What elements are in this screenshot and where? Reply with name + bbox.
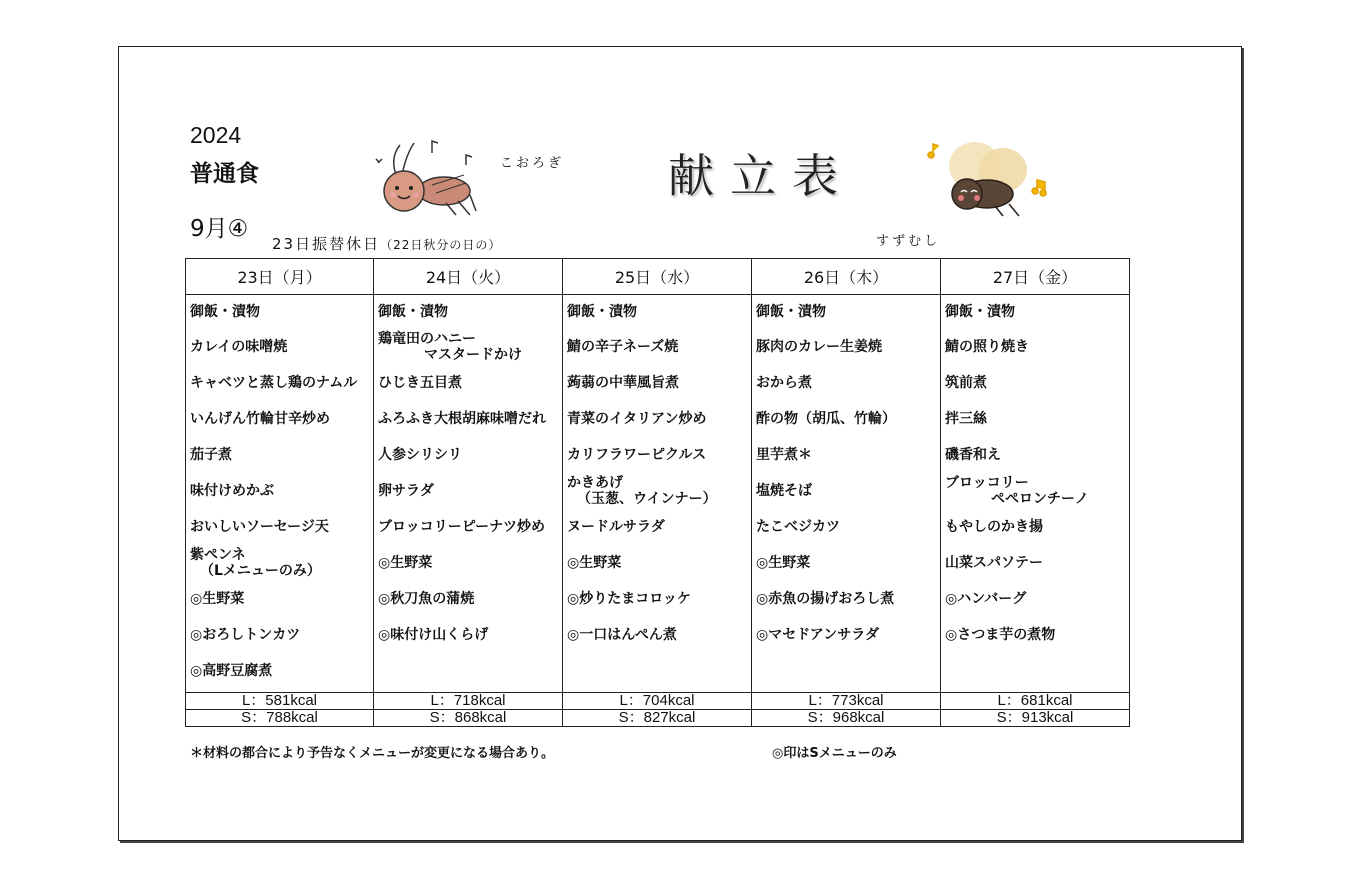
holiday-note: [272, 233, 501, 254]
menu-item-line: 拌三絲: [945, 411, 987, 427]
menu-item: [752, 581, 940, 617]
day-header-25: 25日（水）: [563, 259, 752, 295]
kcal-l-value: L：773kcal: [752, 693, 941, 710]
menu-item: [374, 509, 562, 545]
menu-item: [186, 581, 373, 617]
menu-item-line: ひじき五目煮: [378, 375, 462, 391]
bellcricket-caption: すずむし: [876, 234, 941, 249]
menu-item-line: 塩焼そば: [756, 483, 812, 499]
day-menu-cell: [374, 295, 563, 693]
menu-item: [563, 617, 751, 653]
menu-item: [563, 581, 751, 617]
menu-change-note: ＊材料の都合により予告なくメニューが変更になる場合あり。: [190, 746, 555, 761]
menu-item: [941, 617, 1129, 653]
menu-item-line: キャベツと蒸し鶏のナムル: [190, 375, 358, 391]
menu-item-line-continued: ペペロンチーノ: [991, 491, 1089, 507]
day-menu-cell: [752, 295, 941, 693]
menu-item-line: ◎味付け山くらげ: [378, 627, 489, 643]
menu-item-line: 御飯・漬物: [945, 304, 1015, 320]
kcal-s-value: S：788kcal: [186, 710, 374, 727]
menu-item-line: ◎おろしトンカツ: [190, 627, 301, 643]
menu-item-line-continued: （Lメニューのみ）: [200, 563, 321, 579]
menu-item-line: たこベジカツ: [756, 519, 840, 535]
kcal-s-value: S：913kcal: [941, 710, 1130, 727]
menu-item-line: 茄子煮: [190, 447, 232, 463]
menu-item-line: 磯香和え: [945, 447, 1001, 463]
menu-item-line: おいしいソーセージ天: [190, 519, 329, 535]
menu-item-line: カレイの味噌焼: [190, 339, 288, 355]
diet-type-label: 普通食: [190, 161, 259, 187]
menu-item-line: ◎高野豆腐煮: [190, 663, 273, 679]
menu-item: [186, 653, 373, 689]
menu-item: [563, 295, 751, 329]
menu-item-line: 酢の物（胡瓜、竹輪）: [756, 411, 896, 427]
menu-item: [563, 473, 751, 509]
menu-item: [374, 473, 562, 509]
weekly-menu-table: [185, 258, 1130, 727]
menu-item: [941, 545, 1129, 581]
day-menu-cell: [563, 295, 752, 693]
menu-item: [374, 581, 562, 617]
year-label: 2024: [190, 122, 242, 148]
menu-item-line: 御飯・漬物: [756, 304, 826, 320]
menu-item: [374, 365, 562, 401]
menu-item: [941, 365, 1129, 401]
kcal-l-row: [186, 693, 1130, 710]
menu-item: [941, 295, 1129, 329]
menu-item: [186, 617, 373, 653]
menu-item: [941, 509, 1129, 545]
bellcricket-illustration: [925, 138, 1055, 218]
menu-items-row: [186, 295, 1130, 693]
day-header-26: 26日（木）: [752, 259, 941, 295]
menu-item-line: ◎一口はんぺん煮: [567, 627, 677, 643]
menu-item: [941, 581, 1129, 617]
menu-item: [186, 437, 373, 473]
menu-item-line: ヌードルサラダ: [567, 519, 665, 535]
s-menu-note: ◎印はSメニューのみ: [772, 746, 897, 761]
menu-item-line: 里芋煮＊: [756, 447, 812, 463]
kcal-s-row: [186, 710, 1130, 727]
menu-item-line: 鶏竜田のハニー: [378, 331, 476, 347]
menu-item-line: 御飯・漬物: [378, 304, 448, 320]
menu-item-line: 山菜スパソテー: [945, 555, 1043, 571]
kcal-l-value: L：581kcal: [186, 693, 374, 710]
menu-item: [186, 545, 373, 581]
menu-item-line: ◎生野菜: [756, 555, 811, 571]
menu-item: [752, 329, 940, 365]
menu-item: [941, 473, 1129, 509]
menu-item-line-continued: マスタードかけ: [424, 347, 522, 363]
day-header-27: 27日（金）: [941, 259, 1130, 295]
kcal-l-value: L：718kcal: [374, 693, 563, 710]
kcal-s-value: S：868kcal: [374, 710, 563, 727]
menu-item-line: ふろふき大根胡麻味噌だれ: [378, 411, 546, 427]
day-header-23: 23日（月）: [186, 259, 374, 295]
menu-item: [752, 617, 940, 653]
cricket-caption: こおろぎ: [500, 156, 565, 171]
menu-item: [752, 509, 940, 545]
menu-item: [186, 509, 373, 545]
menu-item: [752, 437, 940, 473]
menu-item-line: 豚肉のカレー生姜焼: [756, 339, 882, 355]
menu-item: [752, 295, 940, 329]
menu-item: [941, 401, 1129, 437]
menu-item-line: ◎生野菜: [190, 591, 245, 607]
menu-item: [374, 401, 562, 437]
holiday-note-main: 23日振替休日: [272, 235, 381, 253]
menu-item: [374, 545, 562, 581]
kcal-l-value: L：704kcal: [563, 693, 752, 710]
menu-item: [374, 617, 562, 653]
menu-item: [186, 401, 373, 437]
menu-item-line: いんげん竹輪甘辛炒め: [190, 411, 330, 427]
menu-item-line: ◎生野菜: [567, 555, 622, 571]
menu-item: [563, 545, 751, 581]
menu-item: [186, 329, 373, 365]
menu-item: [752, 473, 940, 509]
kcal-l-value: L：681kcal: [941, 693, 1130, 710]
menu-item: [563, 437, 751, 473]
menu-item: [563, 329, 751, 365]
menu-item: [374, 329, 562, 365]
day-menu-cell: [941, 295, 1130, 693]
menu-item-line: 筑前煮: [945, 375, 987, 391]
menu-item-line: ブロッコリーピーナツ炒め: [378, 519, 546, 535]
menu-item: [186, 473, 373, 509]
menu-item-line: もやしのかき揚: [945, 519, 1043, 535]
menu-item-line: 蒟蒻の中華風旨煮: [567, 375, 679, 391]
menu-item: [752, 401, 940, 437]
menu-item-line: おから煮: [756, 375, 812, 391]
menu-item-line: カリフラワーピクルス: [567, 447, 707, 463]
menu-item-line: 御飯・漬物: [567, 304, 637, 320]
kcal-s-value: S：968kcal: [752, 710, 941, 727]
menu-item: [752, 545, 940, 581]
menu-item-line: ブロッコリー: [945, 475, 1029, 491]
menu-item-line-continued: （玉葱、ウインナー）: [577, 491, 717, 507]
menu-item-line: 鯖の辛子ネーズ焼: [567, 339, 679, 355]
menu-item-line: ◎秋刀魚の蒲焼: [378, 591, 475, 607]
menu-item-line: ◎さつま芋の煮物: [945, 627, 1056, 643]
menu-item: [563, 365, 751, 401]
menu-item: [186, 295, 373, 329]
menu-item-line: ◎炒りたまコロッケ: [567, 591, 691, 607]
holiday-note-sub: （22日秋分の日の）: [380, 238, 502, 252]
menu-item-line: 青菜のイタリアン炒め: [567, 411, 707, 427]
menu-item-line: ◎マセドアンサラダ: [756, 627, 880, 643]
menu-item: [941, 329, 1129, 365]
menu-item-line: ◎赤魚の揚げおろし煮: [756, 591, 895, 607]
menu-item-line: 鯖の照り焼き: [945, 339, 1029, 355]
menu-item-line: 御飯・漬物: [190, 304, 260, 320]
cricket-illustration: [366, 135, 486, 217]
menu-item: [752, 365, 940, 401]
menu-item: [563, 509, 751, 545]
menu-item: [374, 437, 562, 473]
menu-item-line: 紫ペンネ: [190, 547, 246, 563]
menu-item-line: ◎生野菜: [378, 555, 433, 571]
day-header-row: [186, 259, 1130, 295]
menu-item-line: 味付けめかぶ: [190, 483, 274, 499]
menu-item-line: かきあげ: [567, 475, 623, 491]
menu-item: [186, 365, 373, 401]
month-week-label: 9月④: [190, 216, 249, 242]
day-header-24: 24日（火）: [374, 259, 563, 295]
menu-item: [563, 401, 751, 437]
menu-item: [374, 295, 562, 329]
menu-item-line: ◎ハンバーグ: [945, 591, 1027, 607]
kcal-s-value: S：827kcal: [563, 710, 752, 727]
menu-item: [941, 437, 1129, 473]
day-menu-cell: [186, 295, 374, 693]
page-title: 献立表: [668, 149, 854, 203]
menu-item-line: 人参シリシリ: [378, 447, 462, 463]
menu-item-line: 卵サラダ: [378, 483, 434, 499]
